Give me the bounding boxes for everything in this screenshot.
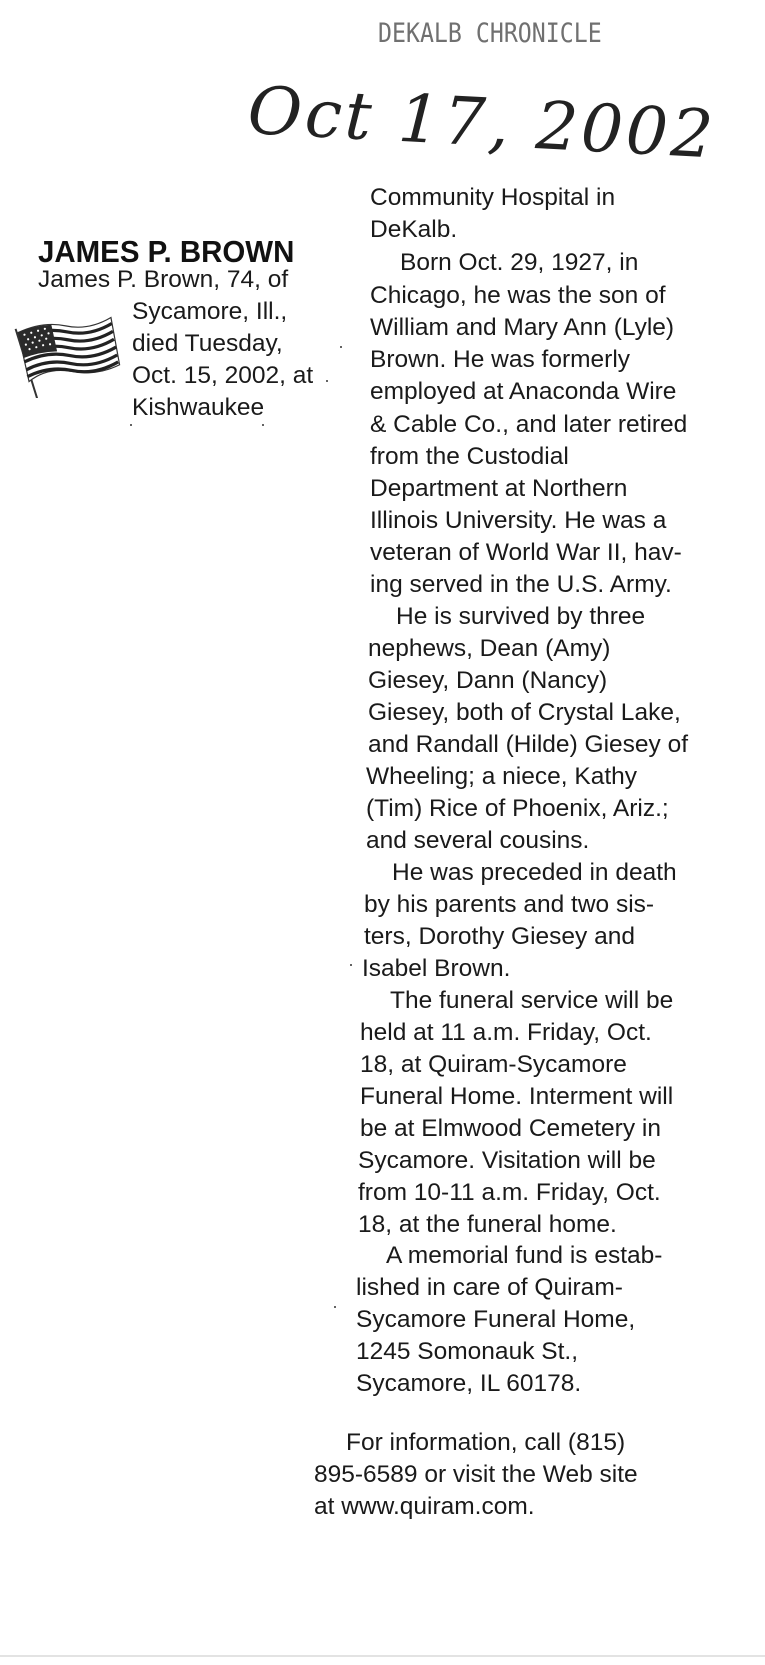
right-column-line: from 10-11 a.m. Friday, Oct. [358,1179,661,1206]
left-column-line: Oct. 15, 2002, at [132,362,314,389]
right-column-line: A memorial fund is estab- [386,1242,663,1269]
right-column-line: 1245 Somonauk St., [356,1338,579,1365]
us-flag-icon [8,316,126,398]
print-speck [350,964,352,966]
left-column-line: Sycamore, Ill., [132,298,288,325]
right-column-line: Chicago, he was the son of [370,282,666,309]
right-column-line: ing served in the U.S. Army. [370,571,672,598]
publication-stamp: DEKALB CHRONICLE [378,18,602,49]
footer-line: 895-6589 or visit the Web site [314,1461,638,1488]
right-column-line: Community Hospital in [370,184,616,211]
right-column-line: He is survived by three [396,603,646,630]
print-speck [130,424,132,426]
right-column-line: Giesey, Dann (Nancy) [368,667,608,694]
right-column-line: be at Elmwood Cemetery in [360,1115,661,1142]
right-column-line: from the Custodial [370,443,569,470]
right-column-line: Illinois University. He was a [370,507,667,534]
print-speck [340,346,342,348]
right-column-line: lished in care of Quiram- [356,1274,623,1301]
right-column-line: Sycamore Funeral Home, [356,1306,636,1333]
right-column-line: ters, Dorothy Giesey and [364,923,635,950]
left-column-line: Kishwaukee [132,394,265,421]
print-speck [326,380,328,382]
right-column-line: Funeral Home. Interment will [360,1083,674,1110]
right-column-line: nephews, Dean (Amy) [368,635,611,662]
right-column-line: employed at Anaconda Wire [370,378,677,405]
right-column-line: 18, at Quiram-Sycamore [360,1051,627,1078]
right-column-line: Isabel Brown. [362,955,511,982]
right-column-line: The funeral service will be [390,987,674,1014]
right-column-line: and several cousins. [366,827,590,854]
right-column-line: DeKalb. [370,216,458,243]
right-column-line: and Randall (Hilde) Giesey of [368,731,689,758]
right-column-line: Brown. He was formerly [370,346,631,373]
right-column-line: Sycamore, IL 60178. [356,1370,582,1397]
right-column-line: Sycamore. Visitation will be [358,1147,656,1174]
right-column-line: & Cable Co., and later retired [370,411,688,438]
right-column-line: by his parents and two sis- [364,891,655,918]
footer-line: at www.quiram.com. [314,1493,535,1520]
print-speck [334,1306,336,1308]
right-column-line: held at 11 a.m. Friday, Oct. [360,1019,652,1046]
right-column-line: Giesey, both of Crystal Lake, [368,699,681,726]
right-column-line: He was preceded in death [392,859,677,886]
print-speck [262,424,264,426]
scan-edge [0,1655,765,1657]
right-column-line: Department at Northern [370,475,628,502]
left-column-line: died Tuesday, [132,330,283,357]
right-column-line: William and Mary Ann (Lyle) [370,314,675,341]
right-column-line: 18, at the funeral home. [358,1211,617,1238]
right-column-line: (Tim) Rice of Phoenix, Ariz.; [366,795,669,822]
footer-line: For information, call (815) [346,1429,626,1456]
left-column-line: James P. Brown, 74, of [38,266,289,293]
right-column-line: Wheeling; a niece, Kathy [366,763,638,790]
handwritten-date: Oct 17, 2002 [245,72,718,174]
right-column-line: veteran of World War II, hav- [370,539,682,566]
right-column-line: Born Oct. 29, 1927, in [400,249,639,276]
obituary-heading: JAMES P. BROWN [38,234,295,269]
